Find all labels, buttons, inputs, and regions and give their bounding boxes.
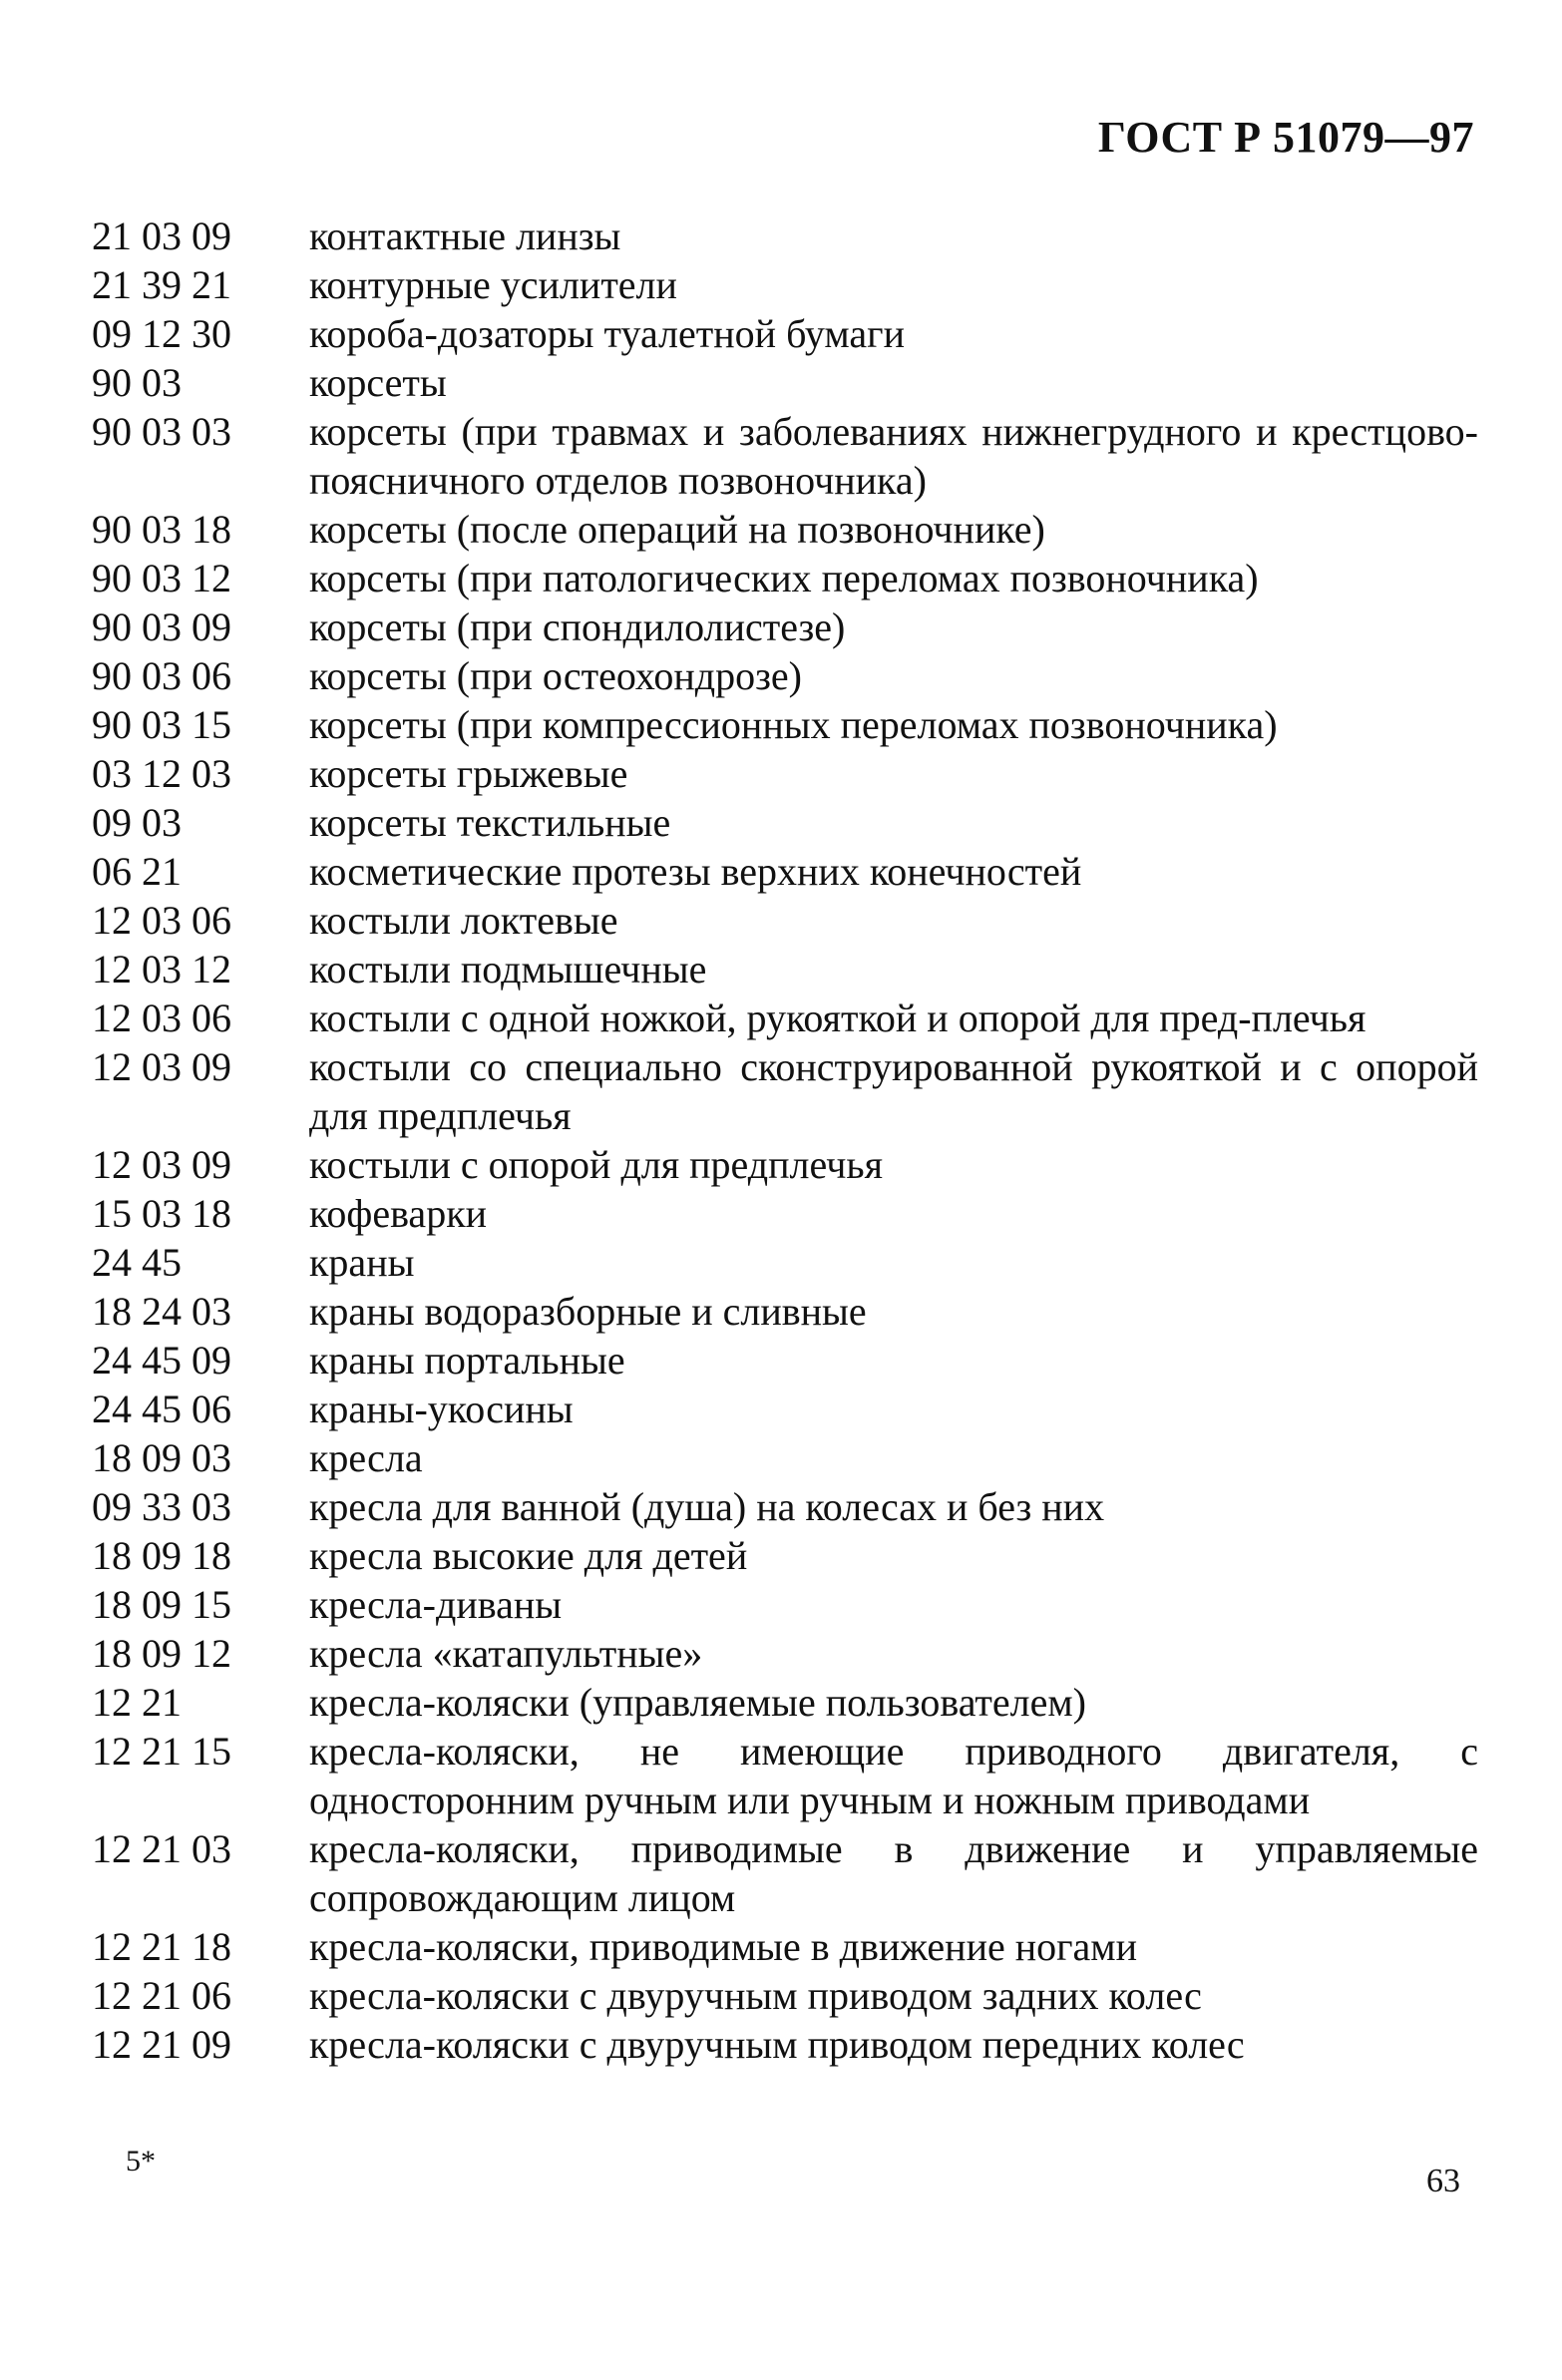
product-term: кресла-коляски, приводимые в движение ногами [309,1924,1138,1969]
index-entry [92,211,1478,260]
index-entry [92,260,1478,309]
classification-code: 12 03 06 [92,995,231,1040]
product-term: корсеты (при травмах и заболеваниях нижнегрудного и крестцово-поясничного отделов позвоночника) [309,409,1478,503]
classification-code: 21 39 21 [92,262,231,307]
product-term: кресла-диваны [309,1582,563,1627]
index-entry [92,749,1478,798]
classification-code: 90 03 18 [92,507,231,552]
classification-code: 24 45 06 [92,1387,231,1431]
classification-code: 21 03 09 [92,213,231,258]
index-entry [92,358,1478,407]
index-entry [92,700,1478,749]
product-term: кресла «катапультные» [309,1631,703,1676]
product-term: кресла высокие для детей [309,1533,748,1578]
classification-code: 18 09 12 [92,1631,231,1676]
classification-code: 18 09 03 [92,1435,231,1480]
classification-code: 90 03 09 [92,604,231,649]
index-entry [92,309,1478,358]
product-term: контактные линзы [309,213,621,258]
product-term: костыли с одной ножкой, рукояткой и опорой для пред-плечья [309,995,1367,1040]
index-entry [92,847,1478,896]
product-term: корсеты [309,360,447,405]
index-entry [92,1482,1478,1531]
product-term: краны портальные [309,1338,625,1383]
product-term: кресла-коляски с двуручным приводом передних колес [309,2022,1245,2067]
product-term: корсеты (при спондилолистезе) [309,604,846,649]
product-term: костыли локтевые [309,898,618,943]
index-list [92,211,1478,2069]
index-entry [92,1385,1478,1433]
classification-code: 90 03 06 [92,653,231,698]
classification-code: 18 09 15 [92,1582,231,1627]
product-term: кресла-коляски, приводимые в движение и управляемые сопровождающим лицом [309,1826,1478,1920]
index-entry [92,1678,1478,1727]
index-entry [92,2020,1478,2069]
classification-code: 15 03 18 [92,1191,231,1236]
classification-code: 90 03 [92,360,182,405]
classification-code: 90 03 03 [92,409,231,454]
classification-code: 12 03 12 [92,947,231,992]
classification-code: 12 21 09 [92,2022,231,2067]
classification-code: 12 03 09 [92,1044,231,1089]
index-entry [92,1287,1478,1336]
index-entry [92,554,1478,602]
index-entry [92,945,1478,993]
index-entry [92,1824,1478,1922]
page-number: 63 [1426,2163,1460,2199]
classification-code: 09 12 30 [92,311,231,356]
classification-code: 18 24 03 [92,1289,231,1334]
product-term: косметические протезы верхних конечностей [309,849,1082,894]
product-term: кресла-коляски с двуручным приводом задних колес [309,1973,1202,2018]
product-term: контурные усилители [309,262,677,307]
classification-code: 12 03 09 [92,1142,231,1187]
classification-code: 12 21 03 [92,1826,231,1871]
classification-code: 90 03 15 [92,702,231,747]
classification-code: 90 03 12 [92,556,231,600]
classification-code: 12 21 06 [92,1973,231,2018]
product-term: кресла-коляски (управляемые пользователем) [309,1680,1087,1725]
product-term: корсеты (после операций на позвоночнике) [309,507,1045,552]
index-entry [92,1189,1478,1238]
index-entry [92,798,1478,847]
sheet-signature: 5* [126,2145,156,2178]
index-entry [92,1727,1478,1824]
index-entry [92,896,1478,945]
classification-code: 06 21 [92,849,182,894]
product-term: кресла-коляски, не имеющие приводного двигателя, с односторонним ручным или ручным и ножным приводами [309,1729,1478,1822]
product-term: короба-дозаторы туалетной бумаги [309,311,905,356]
index-entry [92,651,1478,700]
product-term: костыли с опорой для предплечья [309,1142,884,1187]
product-term: краны-укосины [309,1387,574,1431]
classification-code: 24 45 09 [92,1338,231,1383]
classification-code: 12 21 [92,1680,182,1725]
index-entry [92,1971,1478,2020]
product-term: корсеты (при компрессионных переломах позвоночника) [309,702,1278,747]
index-entry [92,1531,1478,1580]
product-term: краны водоразборные и сливные [309,1289,867,1334]
product-term: кресла для ванной (душа) на колесах и без них [309,1484,1105,1529]
index-entry [92,1336,1478,1385]
index-entry [92,1238,1478,1287]
product-term: костыли со специально сконструированной рукояткой и с опорой для предплечья [309,1044,1478,1138]
index-entry [92,505,1478,554]
classification-code: 09 33 03 [92,1484,231,1529]
index-entry [92,602,1478,651]
index-entry [92,1922,1478,1971]
product-term: костыли подмышечные [309,947,707,992]
index-entry [92,993,1478,1042]
index-entry [92,1140,1478,1189]
product-term: корсеты текстильные [309,800,671,845]
document-header: ГОСТ Р 51079—97 [1097,113,1474,162]
index-entry [92,407,1478,505]
classification-code: 12 21 18 [92,1924,231,1969]
product-term: корсеты (при патологических переломах позвоночника) [309,556,1259,600]
index-entry [92,1433,1478,1482]
index-entry [92,1629,1478,1678]
classification-code: 09 03 [92,800,182,845]
product-term: кофеварки [309,1191,488,1236]
index-entry [92,1580,1478,1629]
product-term: корсеты грыжевые [309,751,628,796]
index-entry [92,1042,1478,1140]
classification-code: 03 12 03 [92,751,231,796]
product-term: краны [309,1240,415,1285]
product-term: корсеты (при остеохондрозе) [309,653,802,698]
classification-code: 12 03 06 [92,898,231,943]
classification-code: 12 21 15 [92,1729,231,1774]
classification-code: 24 45 [92,1240,182,1285]
product-term: кресла [309,1435,423,1480]
classification-code: 18 09 18 [92,1533,231,1578]
